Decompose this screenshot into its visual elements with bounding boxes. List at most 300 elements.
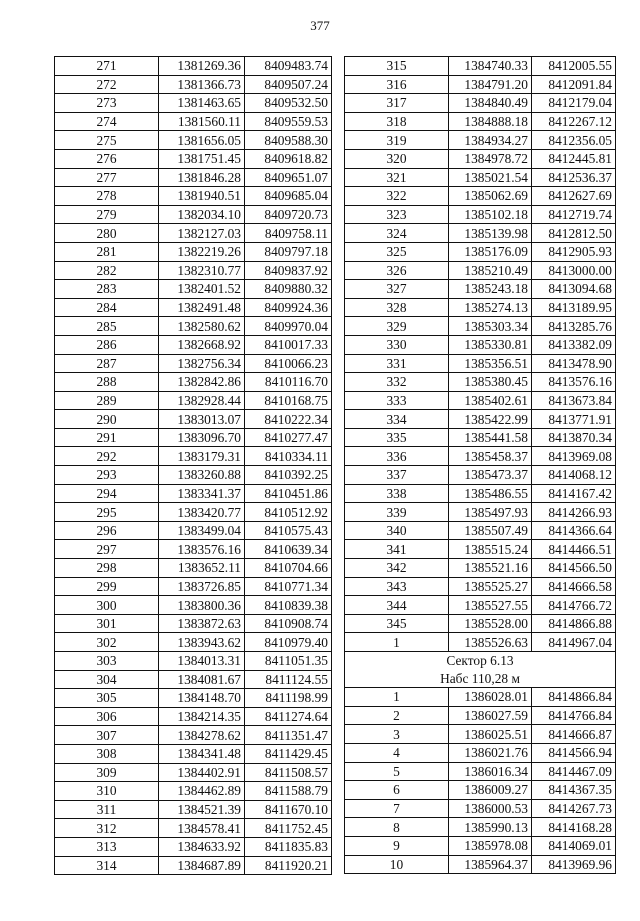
y-coordinate: 8413189.95 (532, 298, 616, 317)
x-coordinate: 1385380.45 (449, 373, 532, 392)
x-coordinate: 1382127.03 (159, 224, 245, 243)
table-row (55, 447, 332, 466)
table-row (345, 577, 616, 596)
x-coordinate: 1384740.33 (449, 57, 532, 76)
x-coordinate: 1385330.81 (449, 335, 532, 354)
table-row (55, 577, 332, 596)
y-coordinate: 8411752.45 (245, 819, 332, 838)
y-coordinate: 8410908.74 (245, 614, 332, 633)
table-row (345, 781, 616, 800)
point-number: 290 (55, 410, 159, 429)
point-number: 277 (55, 168, 159, 187)
y-coordinate: 8409797.18 (245, 242, 332, 261)
point-number: 283 (55, 280, 159, 299)
x-coordinate: 1385021.54 (449, 168, 532, 187)
point-number: 282 (55, 261, 159, 280)
y-coordinate: 8410639.34 (245, 540, 332, 559)
point-number: 2 (345, 706, 449, 725)
point-number: 273 (55, 94, 159, 113)
table-row (345, 466, 616, 485)
x-coordinate: 1385458.37 (449, 447, 532, 466)
x-coordinate: 1384214.35 (159, 707, 245, 726)
table-row (345, 633, 616, 652)
point-number: 312 (55, 819, 159, 838)
y-coordinate: 8414167.42 (532, 484, 616, 503)
point-number: 4 (345, 743, 449, 762)
table-row (345, 205, 616, 224)
y-coordinate: 8414168.28 (532, 818, 616, 837)
table-row (55, 75, 332, 94)
y-coordinate: 8409880.32 (245, 280, 332, 299)
x-coordinate: 1382842.86 (159, 373, 245, 392)
y-coordinate: 8410771.34 (245, 577, 332, 596)
x-coordinate: 1383576.16 (159, 540, 245, 559)
table-row (55, 57, 332, 76)
x-coordinate: 1383652.11 (159, 559, 245, 578)
x-coordinate: 1381366.73 (159, 75, 245, 94)
table-row (55, 856, 332, 875)
table-row (55, 94, 332, 113)
table-row (345, 688, 616, 707)
point-number: 323 (345, 205, 449, 224)
x-coordinate: 1382668.92 (159, 335, 245, 354)
page-number: 377 (310, 18, 330, 33)
y-coordinate: 8413285.76 (532, 317, 616, 336)
table-row (55, 354, 332, 373)
x-coordinate: 1385139.98 (449, 224, 532, 243)
point-number: 332 (345, 373, 449, 392)
y-coordinate: 8412267.12 (532, 112, 616, 131)
point-number: 325 (345, 242, 449, 261)
y-coordinate: 8410512.92 (245, 503, 332, 522)
y-coordinate: 8413969.96 (532, 855, 616, 874)
y-coordinate: 8413870.34 (532, 428, 616, 447)
y-coordinate: 8413673.84 (532, 391, 616, 410)
table-row (55, 782, 332, 801)
table-row (55, 261, 332, 280)
y-coordinate: 8414466.51 (532, 540, 616, 559)
table-row (345, 725, 616, 744)
y-coordinate: 8409685.04 (245, 187, 332, 206)
table-row (345, 75, 616, 94)
table-row (55, 335, 332, 354)
x-coordinate: 1382491.48 (159, 298, 245, 317)
table-row (345, 762, 616, 781)
table-row (55, 410, 332, 429)
sector-subtitle: Набс 110,28 м (345, 670, 616, 688)
point-number: 286 (55, 335, 159, 354)
y-coordinate: 8414666.87 (532, 725, 616, 744)
point-number: 1 (345, 688, 449, 707)
point-number: 7 (345, 799, 449, 818)
table-row (55, 707, 332, 726)
x-coordinate: 1384402.91 (159, 763, 245, 782)
coordinates-table-left (54, 56, 332, 875)
point-number: 342 (345, 559, 449, 578)
point-number: 345 (345, 614, 449, 633)
point-number: 324 (345, 224, 449, 243)
y-coordinate: 8411274.64 (245, 707, 332, 726)
table-row (55, 373, 332, 392)
point-number: 313 (55, 837, 159, 856)
point-number: 9 (345, 836, 449, 855)
x-coordinate: 1383096.70 (159, 428, 245, 447)
x-coordinate: 1385402.61 (449, 391, 532, 410)
point-number: 321 (345, 168, 449, 187)
y-coordinate: 8410168.75 (245, 391, 332, 410)
point-number: 300 (55, 596, 159, 615)
table-row (55, 168, 332, 187)
point-number: 289 (55, 391, 159, 410)
y-coordinate: 8411920.21 (245, 856, 332, 875)
y-coordinate: 8414766.72 (532, 596, 616, 615)
table-row (345, 94, 616, 113)
x-coordinate: 1381463.65 (159, 94, 245, 113)
point-number: 274 (55, 112, 159, 131)
x-coordinate: 1382034.10 (159, 205, 245, 224)
y-coordinate: 8414967.04 (532, 633, 616, 652)
sector-title: Сектор 6.13 (345, 652, 616, 670)
y-coordinate: 8410451.86 (245, 484, 332, 503)
point-number: 310 (55, 782, 159, 801)
y-coordinate: 8409758.11 (245, 224, 332, 243)
y-coordinate: 8410839.38 (245, 596, 332, 615)
y-coordinate: 8411508.57 (245, 763, 332, 782)
table-row (55, 521, 332, 540)
y-coordinate: 8409924.36 (245, 298, 332, 317)
table-row (55, 131, 332, 150)
y-coordinate: 8409507.24 (245, 75, 332, 94)
table-row (345, 521, 616, 540)
point-number: 336 (345, 447, 449, 466)
point-number: 276 (55, 149, 159, 168)
point-number: 275 (55, 131, 159, 150)
point-number: 326 (345, 261, 449, 280)
x-coordinate: 1383341.37 (159, 484, 245, 503)
point-number: 302 (55, 633, 159, 652)
x-coordinate: 1381656.05 (159, 131, 245, 150)
x-coordinate: 1385525.27 (449, 577, 532, 596)
table-row (55, 205, 332, 224)
x-coordinate: 1381560.11 (159, 112, 245, 131)
x-coordinate: 1385990.13 (449, 818, 532, 837)
y-coordinate: 8409618.82 (245, 149, 332, 168)
table-row (345, 706, 616, 725)
point-number: 293 (55, 466, 159, 485)
point-number: 344 (345, 596, 449, 615)
y-coordinate: 8409559.53 (245, 112, 332, 131)
y-coordinate: 8409651.07 (245, 168, 332, 187)
y-coordinate: 8414366.64 (532, 521, 616, 540)
table-row (345, 354, 616, 373)
x-coordinate: 1381940.51 (159, 187, 245, 206)
x-coordinate: 1385527.55 (449, 596, 532, 615)
y-coordinate: 8412091.84 (532, 75, 616, 94)
point-number: 278 (55, 187, 159, 206)
y-coordinate: 8410017.33 (245, 335, 332, 354)
point-number: 328 (345, 298, 449, 317)
y-coordinate: 8412179.04 (532, 94, 616, 113)
x-coordinate: 1381751.45 (159, 149, 245, 168)
point-number: 284 (55, 298, 159, 317)
x-coordinate: 1383013.07 (159, 410, 245, 429)
table-row (55, 428, 332, 447)
x-coordinate: 1385473.37 (449, 466, 532, 485)
x-coordinate: 1385528.00 (449, 614, 532, 633)
x-coordinate: 1385978.08 (449, 836, 532, 855)
y-coordinate: 8411588.79 (245, 782, 332, 801)
y-coordinate: 8413094.68 (532, 280, 616, 299)
x-coordinate: 1385062.69 (449, 187, 532, 206)
x-coordinate: 1385521.16 (449, 559, 532, 578)
table-row (55, 652, 332, 671)
point-number: 307 (55, 726, 159, 745)
point-number: 281 (55, 242, 159, 261)
y-coordinate: 8414069.01 (532, 836, 616, 855)
table-row (345, 540, 616, 559)
point-number: 319 (345, 131, 449, 150)
point-number: 311 (55, 800, 159, 819)
sector-header-row (345, 652, 616, 670)
y-coordinate: 8412005.55 (532, 57, 616, 76)
point-number: 5 (345, 762, 449, 781)
point-number: 318 (345, 112, 449, 131)
point-number: 3 (345, 725, 449, 744)
table-row (55, 559, 332, 578)
table-row (55, 800, 332, 819)
table-row (345, 410, 616, 429)
y-coordinate: 8410392.25 (245, 466, 332, 485)
point-number: 309 (55, 763, 159, 782)
table-row (55, 242, 332, 261)
x-coordinate: 1382756.34 (159, 354, 245, 373)
y-coordinate: 8409532.50 (245, 94, 332, 113)
point-number: 304 (55, 670, 159, 689)
x-coordinate: 1382928.44 (159, 391, 245, 410)
point-number: 333 (345, 391, 449, 410)
table-row (345, 373, 616, 392)
x-coordinate: 1384013.31 (159, 652, 245, 671)
table-row (55, 540, 332, 559)
x-coordinate: 1384978.72 (449, 149, 532, 168)
point-number: 297 (55, 540, 159, 559)
point-number: 1 (345, 633, 449, 652)
table-row (345, 242, 616, 261)
y-coordinate: 8414866.88 (532, 614, 616, 633)
y-coordinate: 8409837.92 (245, 261, 332, 280)
point-number: 343 (345, 577, 449, 596)
x-coordinate: 1383179.31 (159, 447, 245, 466)
y-coordinate: 8412719.74 (532, 205, 616, 224)
point-number: 280 (55, 224, 159, 243)
x-coordinate: 1383943.62 (159, 633, 245, 652)
point-number: 339 (345, 503, 449, 522)
point-number: 285 (55, 317, 159, 336)
point-number: 331 (345, 354, 449, 373)
table-row (345, 799, 616, 818)
table-row (55, 763, 332, 782)
table-row (55, 614, 332, 633)
y-coordinate: 8414666.58 (532, 577, 616, 596)
y-coordinate: 8414766.84 (532, 706, 616, 725)
y-coordinate: 8412812.50 (532, 224, 616, 243)
x-coordinate: 1386027.59 (449, 706, 532, 725)
x-coordinate: 1386028.01 (449, 688, 532, 707)
y-coordinate: 8413969.08 (532, 447, 616, 466)
y-coordinate: 8410704.66 (245, 559, 332, 578)
y-coordinate: 8412536.37 (532, 168, 616, 187)
x-coordinate: 1385507.49 (449, 521, 532, 540)
y-coordinate: 8414566.50 (532, 559, 616, 578)
point-number: 305 (55, 689, 159, 708)
x-coordinate: 1383260.88 (159, 466, 245, 485)
point-number: 292 (55, 447, 159, 466)
y-coordinate: 8414566.94 (532, 743, 616, 762)
x-coordinate: 1385526.63 (449, 633, 532, 652)
x-coordinate: 1384840.49 (449, 94, 532, 113)
x-coordinate: 1386021.76 (449, 743, 532, 762)
table-row (345, 836, 616, 855)
table-row (345, 168, 616, 187)
point-number: 316 (345, 75, 449, 94)
table-row (345, 57, 616, 76)
y-coordinate: 8412445.81 (532, 149, 616, 168)
y-coordinate: 8411835.83 (245, 837, 332, 856)
point-number: 329 (345, 317, 449, 336)
y-coordinate: 8410334.11 (245, 447, 332, 466)
point-number: 272 (55, 75, 159, 94)
table-row (55, 596, 332, 615)
y-coordinate: 8410575.43 (245, 521, 332, 540)
x-coordinate: 1384888.18 (449, 112, 532, 131)
coordinates-table-right (344, 56, 616, 874)
point-number: 320 (345, 149, 449, 168)
x-coordinate: 1383499.04 (159, 521, 245, 540)
x-coordinate: 1382310.77 (159, 261, 245, 280)
table-row (55, 112, 332, 131)
table-row (345, 317, 616, 336)
table-row (55, 744, 332, 763)
y-coordinate: 8413478.90 (532, 354, 616, 373)
x-coordinate: 1385102.18 (449, 205, 532, 224)
point-number: 306 (55, 707, 159, 726)
y-coordinate: 8414267.73 (532, 799, 616, 818)
x-coordinate: 1384341.48 (159, 744, 245, 763)
table-row (55, 187, 332, 206)
table-row (345, 614, 616, 633)
x-coordinate: 1382580.62 (159, 317, 245, 336)
x-coordinate: 1382219.26 (159, 242, 245, 261)
y-coordinate: 8414467.09 (532, 762, 616, 781)
x-coordinate: 1386000.53 (449, 799, 532, 818)
x-coordinate: 1384791.20 (449, 75, 532, 94)
table-row (55, 224, 332, 243)
table-row (345, 447, 616, 466)
y-coordinate: 8412905.93 (532, 242, 616, 261)
x-coordinate: 1386025.51 (449, 725, 532, 744)
x-coordinate: 1385274.13 (449, 298, 532, 317)
x-coordinate: 1386016.34 (449, 762, 532, 781)
table-row (55, 391, 332, 410)
y-coordinate: 8410979.40 (245, 633, 332, 652)
x-coordinate: 1384148.70 (159, 689, 245, 708)
x-coordinate: 1385515.24 (449, 540, 532, 559)
y-coordinate: 8414068.12 (532, 466, 616, 485)
point-number: 279 (55, 205, 159, 224)
y-coordinate: 8409483.74 (245, 57, 332, 76)
table-row (345, 428, 616, 447)
point-number: 301 (55, 614, 159, 633)
table-row (345, 131, 616, 150)
table-row (55, 689, 332, 708)
table-row (345, 391, 616, 410)
point-number: 341 (345, 540, 449, 559)
x-coordinate: 1385176.09 (449, 242, 532, 261)
point-number: 6 (345, 781, 449, 800)
point-number: 288 (55, 373, 159, 392)
x-coordinate: 1383420.77 (159, 503, 245, 522)
point-number: 335 (345, 428, 449, 447)
x-coordinate: 1385356.51 (449, 354, 532, 373)
table-row (55, 670, 332, 689)
point-number: 322 (345, 187, 449, 206)
table-row (345, 187, 616, 206)
table-row (55, 726, 332, 745)
table-row (345, 112, 616, 131)
y-coordinate: 8409588.30 (245, 131, 332, 150)
point-number: 10 (345, 855, 449, 874)
point-number: 308 (55, 744, 159, 763)
table-row (345, 818, 616, 837)
point-number: 291 (55, 428, 159, 447)
x-coordinate: 1384633.92 (159, 837, 245, 856)
table-row (345, 484, 616, 503)
point-number: 340 (345, 521, 449, 540)
table-row (345, 503, 616, 522)
y-coordinate: 8414266.93 (532, 503, 616, 522)
point-number: 287 (55, 354, 159, 373)
x-coordinate: 1384521.39 (159, 800, 245, 819)
point-number: 296 (55, 521, 159, 540)
x-coordinate: 1384687.89 (159, 856, 245, 875)
point-number: 298 (55, 559, 159, 578)
point-number: 299 (55, 577, 159, 596)
x-coordinate: 1383872.63 (159, 614, 245, 633)
y-coordinate: 8409720.73 (245, 205, 332, 224)
table-row (55, 819, 332, 838)
y-coordinate: 8410222.34 (245, 410, 332, 429)
x-coordinate: 1383726.85 (159, 577, 245, 596)
point-number: 303 (55, 652, 159, 671)
table-row (345, 335, 616, 354)
table-row (345, 855, 616, 874)
table-row (55, 466, 332, 485)
point-number: 314 (55, 856, 159, 875)
table-row (345, 224, 616, 243)
y-coordinate: 8410277.47 (245, 428, 332, 447)
y-coordinate: 8411124.55 (245, 670, 332, 689)
x-coordinate: 1385964.37 (449, 855, 532, 874)
table-row (345, 298, 616, 317)
x-coordinate: 1384934.27 (449, 131, 532, 150)
table-row (345, 559, 616, 578)
table-row (345, 596, 616, 615)
y-coordinate: 8409970.04 (245, 317, 332, 336)
table-row (55, 149, 332, 168)
x-coordinate: 1385303.34 (449, 317, 532, 336)
x-coordinate: 1385422.99 (449, 410, 532, 429)
point-number: 315 (345, 57, 449, 76)
